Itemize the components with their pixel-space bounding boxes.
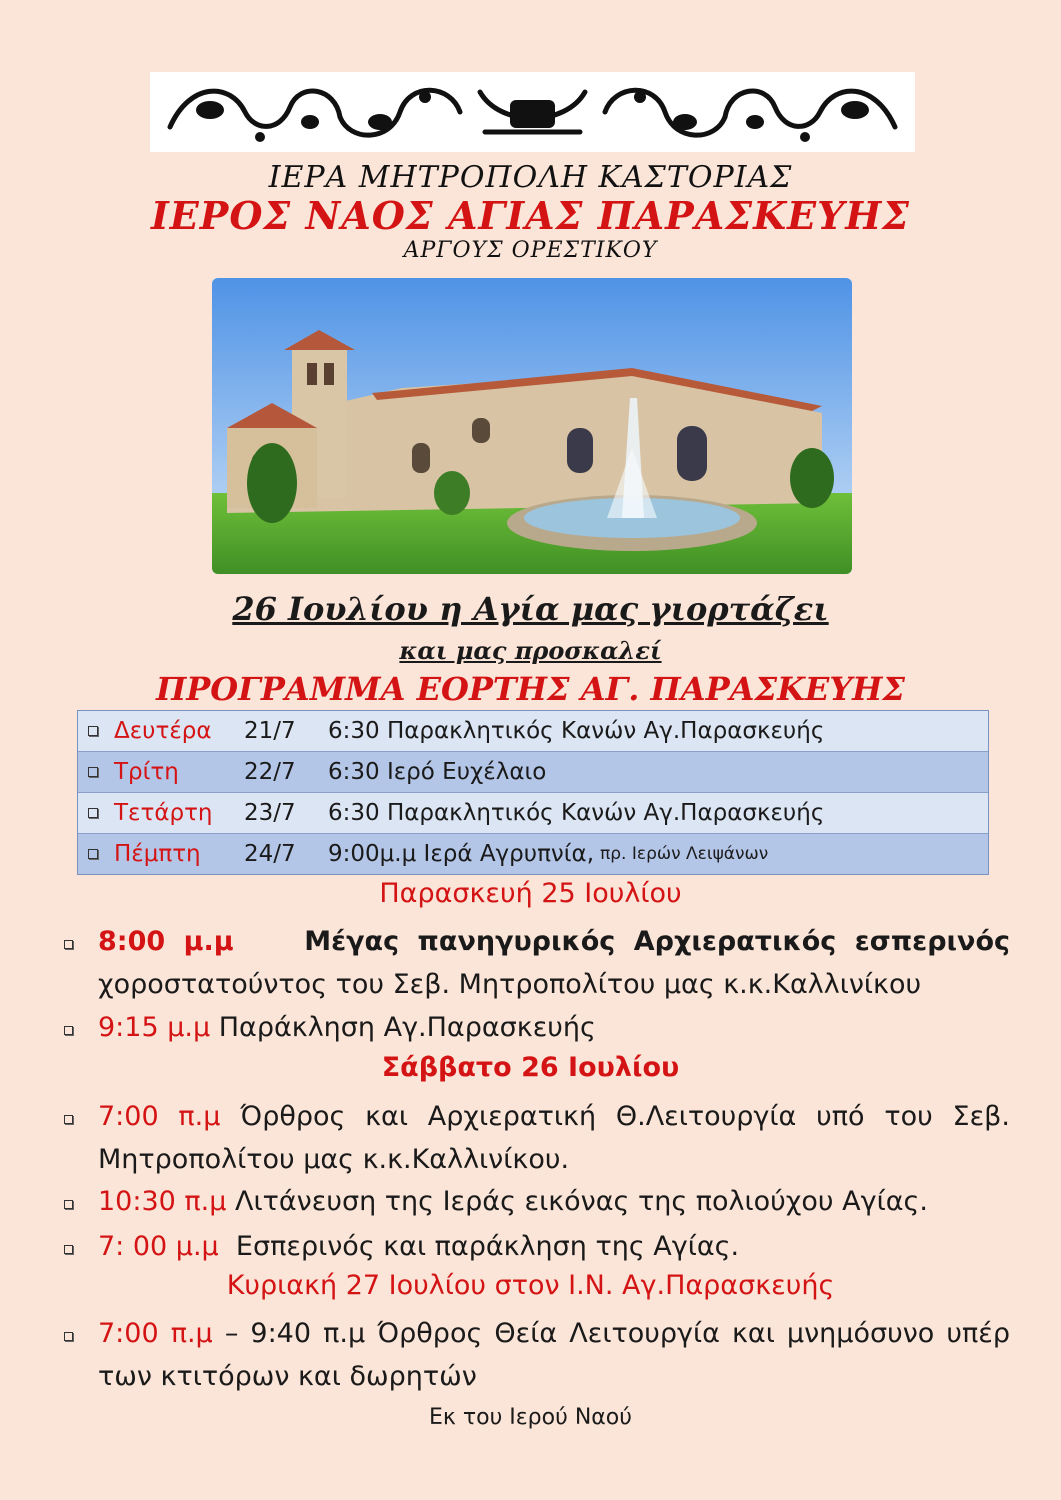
bullet-icon [88,767,98,777]
invitation-line: και μας προσκαλεί [399,636,662,665]
schedule-event: 6:30 Ιερό Ευχέλαιο [328,759,547,785]
schedule-date: 21/7 [244,718,296,744]
location-subtitle: ΑΡΓΟΥΣ ΟΡΕΣΤΙΚΟΥ [403,238,658,263]
weekday-schedule-table [77,710,989,875]
item-time: 10:30 π.μ [98,1186,227,1217]
item-time: 8:00 μ.μ [98,926,234,957]
schedule-date: 22/7 [244,759,296,785]
bullet-icon [64,940,73,949]
schedule-day: Δευτέρα [114,718,212,744]
list-item [60,920,1010,1006]
bullet-icon [64,1332,73,1341]
list-item [60,1006,1010,1049]
bullet-icon [64,1115,73,1124]
metropolis-title: ΙΕΡΑ ΜΗΤΡΟΠΟΛΗ ΚΑΣΤΟΡΙΑΣ [268,160,793,195]
saturday-heading: Σάββατο 26 Ιουλίου [381,1052,680,1083]
item-text: Εσπερινός και παράκληση της Αγίας. [235,1231,740,1262]
schedule-date: 24/7 [244,841,296,867]
schedule-row [78,711,988,752]
item-text: Λιτάνευση της Ιεράς εικόνας της πολιούχου Αγίας. [235,1186,928,1217]
schedule-day: Τετάρτη [114,800,213,826]
bullet-icon [64,1245,73,1254]
church-photo [212,278,852,574]
item-text: Παράκληση Αγ.Παρασκευής [218,1012,596,1043]
list-item [60,1312,1010,1398]
item-time: 9:15 μ.μ [98,1012,211,1043]
church-title: ΙΕΡΟΣ ΝΑΟΣ ΑΓΙΑΣ ΠΑΡΑΣΚΕΥΗΣ [151,193,910,238]
item-time: 7: 00 μ.μ [98,1231,219,1262]
bullet-icon [88,808,98,818]
ornamental-header-border [150,72,915,152]
list-item [60,1095,1010,1181]
item-text: – 9:40 π.μ Όρθρος Θεία Λειτουργία και μνημόσυνο υπέρ των κτιτόρων και δωρητών [98,1318,1011,1392]
item-time: 7:00 π.μ [98,1318,213,1349]
list-item [60,1225,1010,1268]
friday-heading: Παρασκευή 25 Ιουλίου [379,878,682,909]
schedule-day: Τρίτη [114,759,179,785]
bullet-icon [88,726,98,736]
item-time: 7:00 π.μ [98,1101,221,1132]
schedule-event: 6:30 Παρακλητικός Κανών Αγ.Παρασκευής [328,718,825,744]
item-bold-text: Μέγας πανηγυρικός Αρχιερατικός εσπερινός [304,926,1010,957]
schedule-note: πρ. Ιερών Λειψάνων [600,844,769,864]
schedule-row [78,793,988,834]
list-item [60,1180,1010,1223]
schedule-row [78,834,988,874]
bullet-icon [64,1200,73,1209]
bullet-icon [88,849,98,859]
feast-announcement: 26 Ιουλίου η Αγία μας γιορτάζει [232,590,829,628]
item-text: Όρθρος και Αρχιερατική Θ.Λειτουργία υπό του Σεβ. Μητροπολίτου μας κ.κ.Καλλινίκου. [98,1101,1010,1175]
program-title: ΠΡΟΓΡΑΜΜΑ ΕΟΡΤΗΣ ΑΓ. ΠΑΡΑΣΚΕΥΗΣ [155,670,906,708]
schedule-day: Πέμπτη [114,841,201,867]
schedule-row [78,752,988,793]
item-text: χοροστατούντος του Σεβ. Μητροπολίτου μας κ.κ.Καλλινίκου [98,969,922,1000]
signature: Εκ του Ιερού Ναού [429,1405,632,1430]
bullet-icon [64,1026,73,1035]
sunday-heading: Κυριακή 27 Ιουλίου στον Ι.Ν. Αγ.Παρασκευής [226,1270,835,1301]
schedule-event: 6:30 Παρακλητικός Κανών Αγ.Παρασκευής [328,800,825,826]
schedule-event: 9:00μ.μ Ιερά Αγρυπνία, [328,841,595,867]
schedule-date: 23/7 [244,800,296,826]
